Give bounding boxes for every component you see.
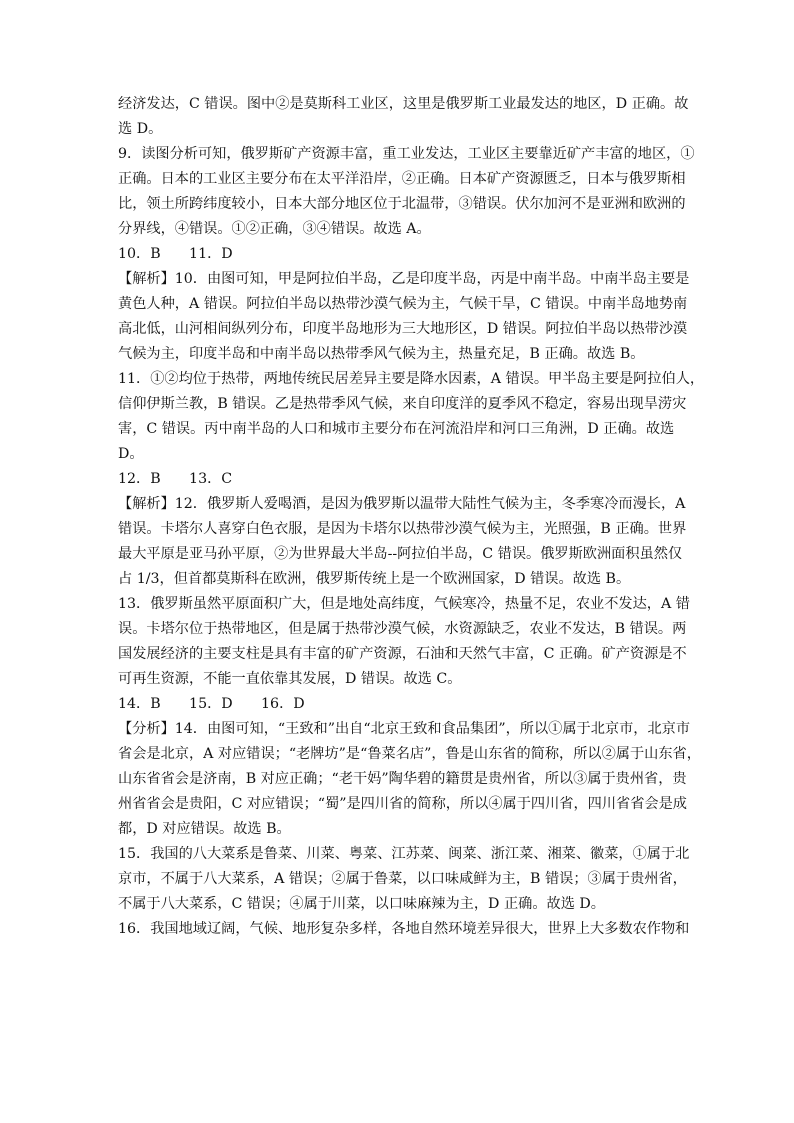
text-line: 京市，不属于八大菜系，A 错误；②属于鲁菜，以口味咸鲜为主，B 错误；③属于贵州省， xyxy=(118,871,687,887)
text-line: 最大平原是亚马孙平原，②为世界最大半岛--阿拉伯半岛，C 错误。俄罗斯欧洲面积虽然仅 xyxy=(118,546,683,562)
text-line: 占 1/3，但首都莫斯科在欧洲，俄罗斯传统上是一个欧洲国家，D 错误。故选 B。 xyxy=(118,571,631,587)
text-line: 经济发达，C 错误。图中②是莫斯科工业区，这里是俄罗斯工业最发达的地区，D 正确。故 xyxy=(118,96,689,112)
analysis-14-line: 【分析】14．由图可知，“王致和”出自“北京王致和食品集团”，所以①属于北京市，北京市 xyxy=(118,721,691,737)
text-line: 害，C 错误。丙中南半岛的人口和城市主要分布在河流沿岸和河口三角洲，D 正确。故选 xyxy=(118,421,675,437)
text-line: 分界线，④错误。①②正确，③④错误。故选 A。 xyxy=(118,221,431,237)
text-line: 高北低，山河相间纵列分布，印度半岛地形为三大地形区，D 错误。阿拉伯半岛以热带沙漠 xyxy=(118,321,688,337)
text-line: 正确。日本的工业区主要分布在太平洋沿岸，②正确。日本矿产资源匮乏，日本与俄罗斯相 xyxy=(118,171,686,187)
text-line: 可再生资源，不能一直依靠其发展，D 错误。故选 C。 xyxy=(118,671,462,687)
text-line: 都，D 对应错误。故选 B。 xyxy=(118,821,291,837)
text-line: 气候为主，印度半岛和中南半岛以热带季风气候为主，热量充足，B 正确。故选 B。 xyxy=(118,346,645,362)
text-line: 州省省会是贵阳，C 对应错误；“蜀”是四川省的简称，所以④属于四川省，四川省省会是成 xyxy=(118,796,687,812)
analysis-10-line: 【解析】10．由图可知，甲是阿拉伯半岛，乙是印度半岛，丙是中南半岛。中南半岛主要是 xyxy=(118,271,690,287)
text-line: 误。卡塔尔位于热带地区，但是属于热带沙漠气候，水资源缺乏，农业不发达，B 错误。两 xyxy=(118,621,687,637)
answer-key-12-13: 12．B 13．C xyxy=(118,471,233,487)
text-line: 比，领土所跨纬度较小，日本大部分地区位于北温带，③错误。伏尔加河不是亚洲和欧洲的 xyxy=(118,196,686,212)
text-line: 信仰伊斯兰教，B 错误。乙是热带季风气候，来自印度洋的夏季风不稳定，容易出现旱涝灾 xyxy=(118,396,687,412)
text-line: 黄色人种，A 错误。阿拉伯半岛以热带沙漠气候为主，气候干旱，C 错误。中南半岛地势南 xyxy=(118,296,688,312)
text-line: D。 xyxy=(118,446,144,462)
document-page xyxy=(118,92,705,942)
text-line: 省会是北京，A 对应错误；“老牌坊”是“鲁菜名店”，鲁是山东省的简称，所以②属于山东省， xyxy=(118,746,701,762)
text-line: 山东省省会是济南，B 对应正确；“老干妈”陶华碧的籍贯是贵州省，所以③属于贵州省，贵 xyxy=(118,771,687,787)
text-line: 错误。卡塔尔人喜穿白色衣服，是因为卡塔尔以热带沙漠气候为主，光照强，B 正确。世界 xyxy=(118,521,687,537)
answer-key-14-16: 14．B 15．D 16．D xyxy=(118,696,305,712)
question-15-line: 15．我国的八大菜系是鲁菜、川菜、粤菜、江苏菜、闽菜、浙江菜、湘菜、徽菜，①属于北 xyxy=(118,846,690,862)
text-line: 不属于八大菜系，C 错误；④属于川菜，以口味麻辣为主，D 正确。故选 D。 xyxy=(118,896,605,912)
analysis-12-line: 【解析】12．俄罗斯人爱喝酒，是因为俄罗斯以温带大陆性气候为主，冬季寒冷而漫长，A xyxy=(118,496,686,512)
text-line: 国发展经济的主要支柱是具有丰富的矿产资源，石油和天然气丰富，C 正确。矿产资源是不 xyxy=(118,646,687,662)
answer-key-10-11: 10．B 11．D xyxy=(118,246,233,262)
text-line: 选 D。 xyxy=(118,121,163,137)
question-13-line: 13．俄罗斯虽然平原面积广大，但是地处高纬度，气候寒冷，热量不足，农业不发达，A 错 xyxy=(118,596,690,612)
question-16-line: 16．我国地域辽阔，气候、地形复杂多样，各地自然环境差异很大，世界上大多数农作物和 xyxy=(118,921,690,937)
question-9-line: 9．读图分析可知，俄罗斯矿产资源丰富，重工业发达，工业区主要靠近矿产丰富的地区，① xyxy=(118,146,695,162)
question-11-line: 11．①②均位于热带，两地传统民居差异主要是降水因素，A 错误。甲半岛主要是阿拉伯人， xyxy=(118,371,705,387)
